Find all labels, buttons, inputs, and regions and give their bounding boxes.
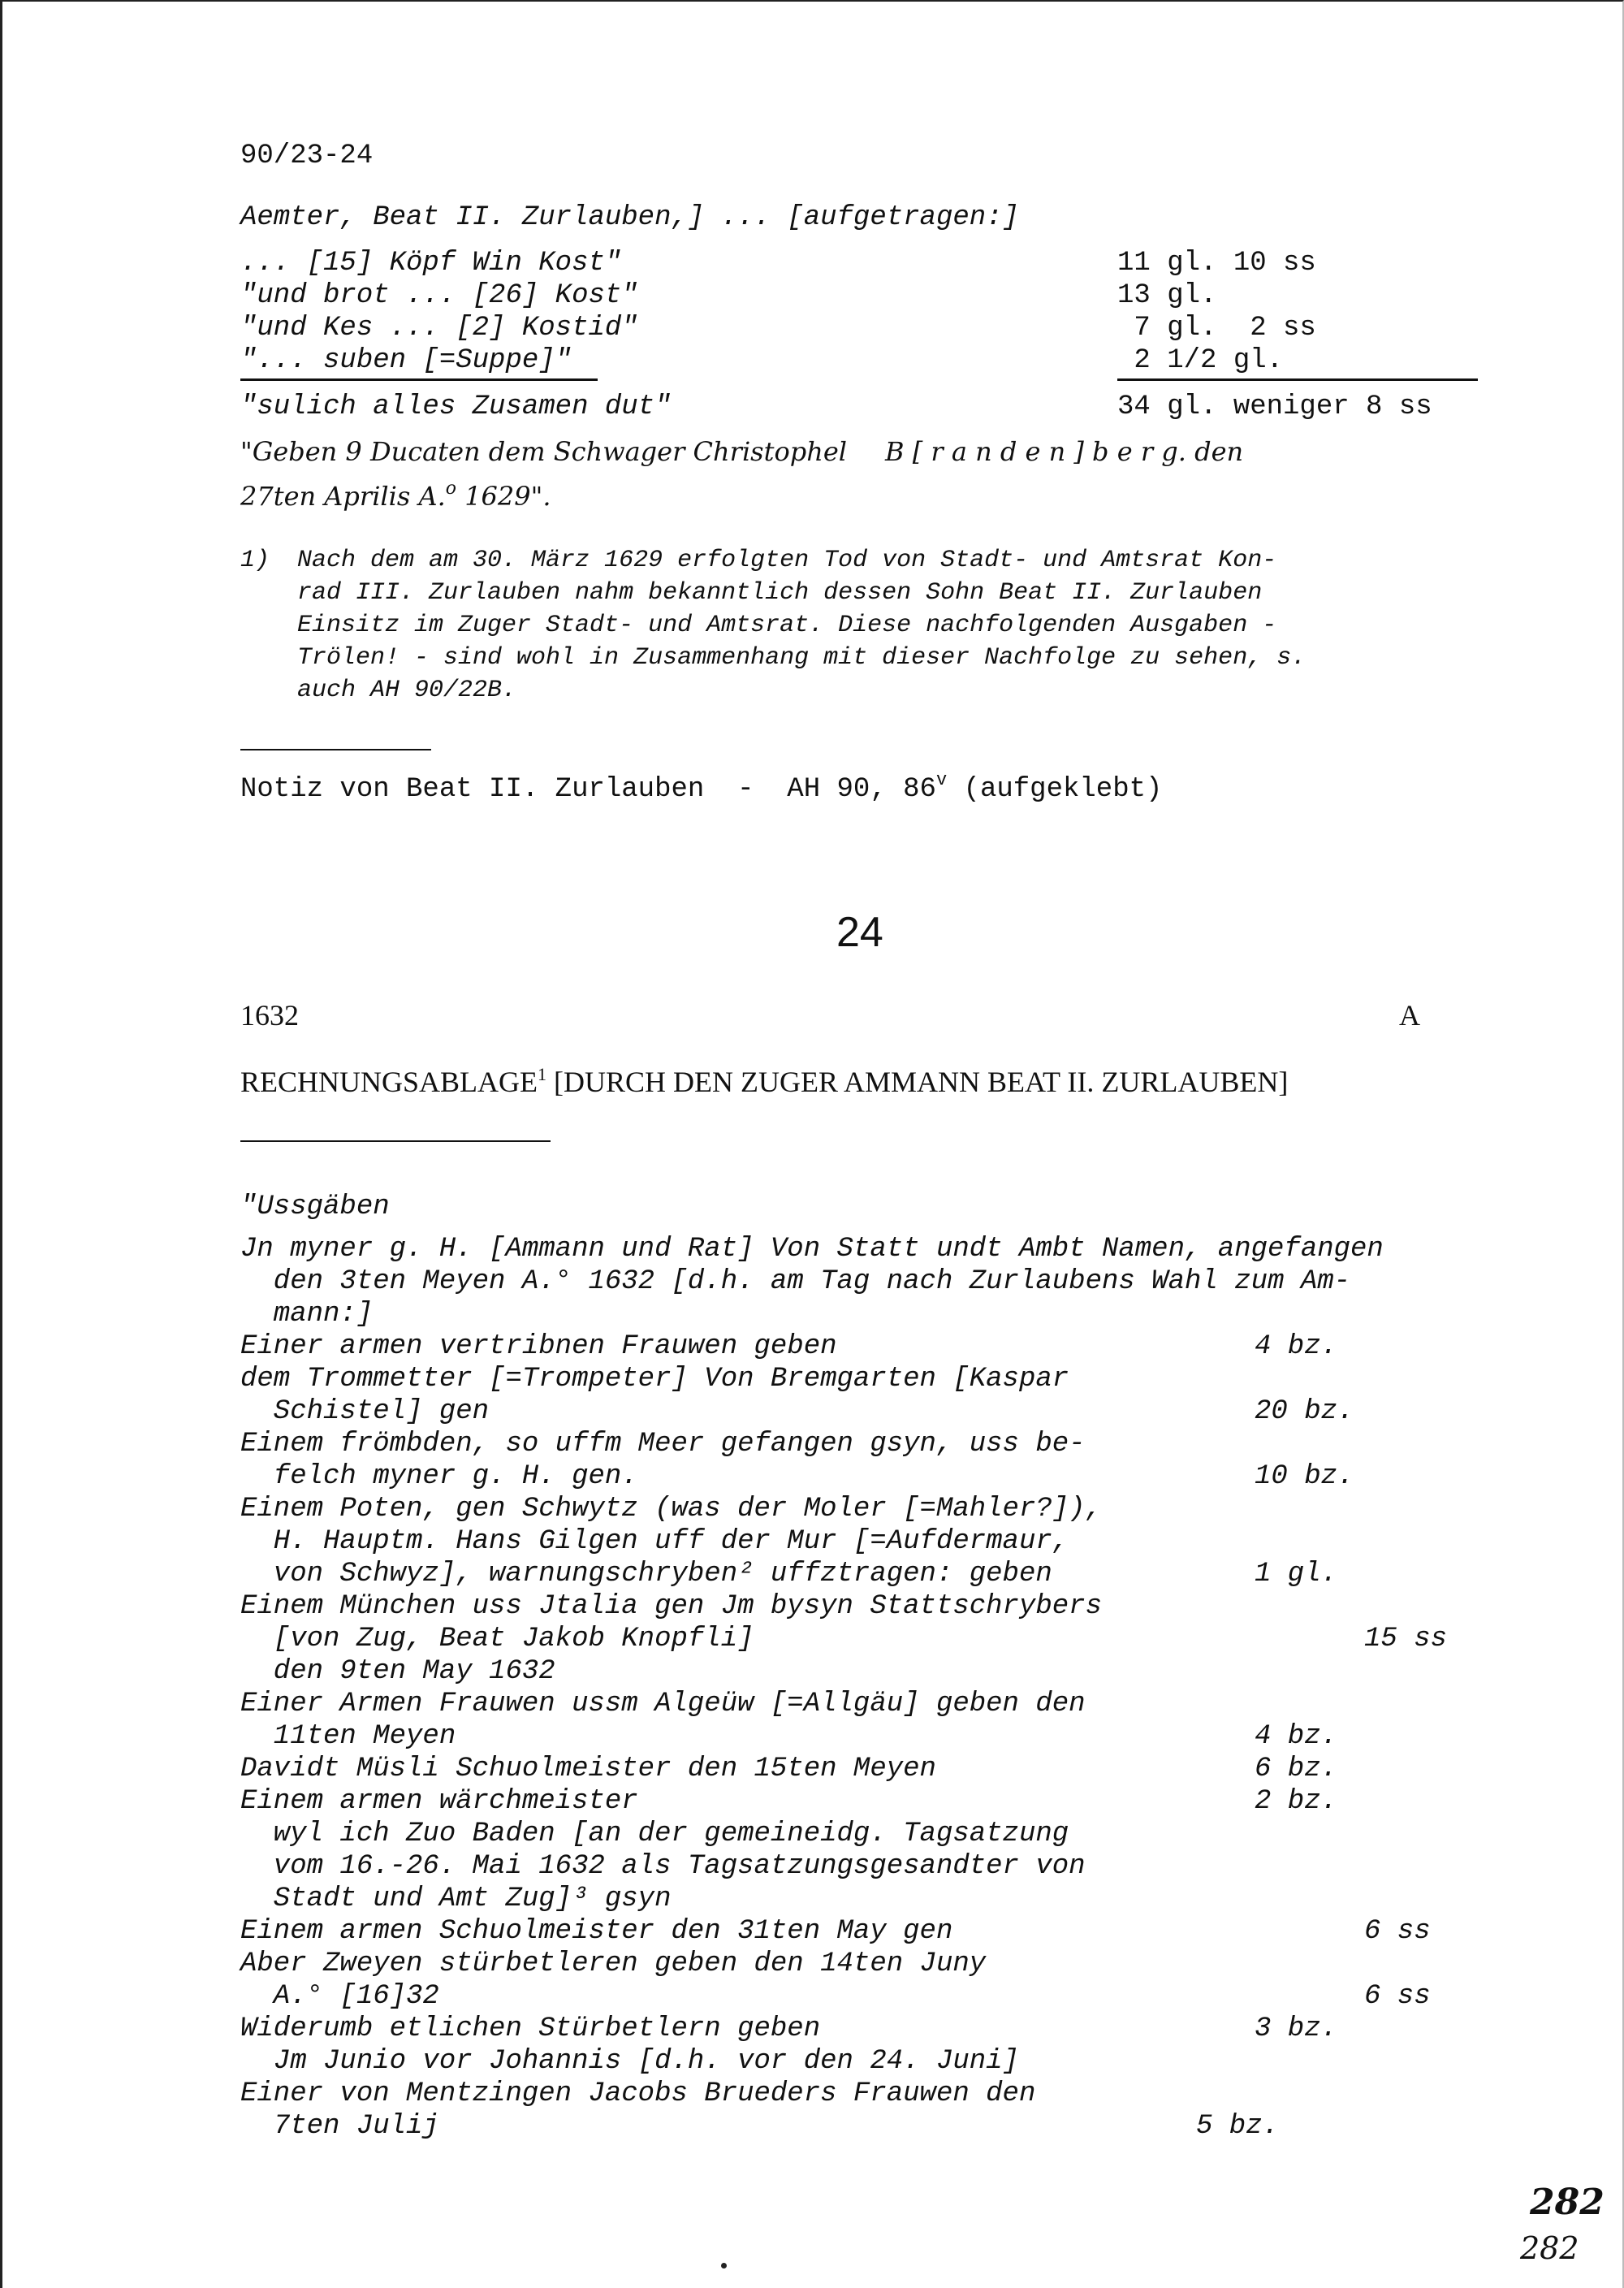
entry-amount: 2 bz.	[1255, 1786, 1338, 1817]
category-letter: A	[1399, 999, 1420, 1032]
header-ref: 90/23-24	[240, 141, 374, 171]
entry-amount: 6 ss	[1364, 1916, 1431, 1947]
entry-text: Einer armen vertribnen Frauwen geben	[240, 1331, 837, 1362]
entry-text: dem Trommetter [=Trompeter] Von Bremgarten [Kaspar	[240, 1364, 1069, 1395]
entry-text: vom 16.-26. Mai 1632 als Tagsatzungsgesandter von	[240, 1851, 1086, 1882]
intro-line: Jn myner g. H. [Ammann und Rat] Von Statt undt Ambt Namen, angefangen	[240, 1234, 1384, 1265]
footnote-line: rad III. Zurlauben nahm bekanntlich dessen Sohn Beat II. Zurlauben	[297, 579, 1263, 607]
entry-amount: 6 ss	[1364, 1981, 1431, 2012]
page-number-handwritten: 282	[1520, 2230, 1579, 2266]
footnote-line: Einsitz im Zuger Stadt- und Amtsrat. Diese nachfolgenden Ausgaben -	[297, 612, 1277, 639]
document-number: 24	[836, 909, 883, 956]
item-text: ... [15] Köpf Win Kost"	[240, 248, 622, 279]
entry-amount: 4 bz.	[1255, 1721, 1338, 1752]
total-amount: 34 gl. weniger 8 ss	[1117, 391, 1432, 422]
total-text: "sulich alles Zusamen dut"	[240, 391, 672, 422]
handwritten-line: 27ten Aprilis A.$^o$ 1629".	[240, 478, 551, 512]
entry-amount: 1 gl.	[1255, 1559, 1338, 1589]
entry-text: von Schwyz], warnungschryben² uffztragen: geben	[240, 1559, 1052, 1589]
entry-text: felch myner g. H. gen.	[240, 1461, 638, 1492]
entry-text: [von Zug, Beat Jakob Knopfli]	[240, 1624, 754, 1654]
dot-mark	[721, 2263, 727, 2269]
entry-amount: 4 bz.	[1255, 1331, 1338, 1362]
entry-amount: 20 bz.	[1255, 1396, 1354, 1427]
entry-text: Widerumb etlichen Stürbetlern geben	[240, 2013, 821, 2044]
footnote-line: Nach dem am 30. März 1629 erfolgten Tod von Stadt- und Amtsrat Kon-	[297, 547, 1277, 574]
entry-text: den 9ten May 1632	[240, 1656, 555, 1687]
entry-text: Schistel] gen	[240, 1396, 490, 1427]
title-line: Aemter, Beat II. Zurlauben,] ... [aufgetragen:]	[240, 202, 1019, 233]
handwritten-line: B [ r a n d e n ] b e r g. den	[885, 436, 1244, 467]
entry-amount: 15 ss	[1364, 1624, 1448, 1654]
entry-amount: 10 bz.	[1255, 1461, 1354, 1492]
footnote-marker: 1)	[240, 547, 270, 574]
handwritten-line: "Geben 9 Ducaten dem Schwager Christophel	[240, 436, 847, 467]
item-text: "und brot ... [26] Kost"	[240, 280, 638, 311]
item-text: "und Kes ... [2] Kostid"	[240, 313, 638, 344]
item-amount: 11 gl. 10 ss	[1117, 248, 1316, 279]
entry-text: Einer Armen Frauwen ussm Algeüw [=Allgäu] geben den	[240, 1689, 1086, 1719]
intro-line: mann:]	[240, 1299, 374, 1330]
notiz-line: Notiz von Beat II. Zurlauben - AH 90, 86$^v$ (aufgeklebt)	[240, 770, 1163, 805]
entry-text: Jm Junio vor Johannis [d.h. vor den 24. Juni]	[240, 2046, 1019, 2077]
item-amount: 7 gl. 2 ss	[1117, 313, 1316, 344]
entry-text: 11ten Meyen	[240, 1721, 456, 1752]
intro-line: den 3ten Meyen A.° 1632 [d.h. am Tag nach Zurlaubens Wahl zum Am-	[240, 1266, 1351, 1297]
entry-text: 7ten Julij	[240, 2111, 439, 2142]
entry-text: Einem armen Schuolmeister den 31ten May gen	[240, 1916, 953, 1947]
year: 1632	[240, 999, 299, 1032]
entry-text: Einem armen wärchmeister	[240, 1786, 638, 1817]
total-rule	[1117, 378, 1478, 381]
heading: RECHNUNGSABLAGE$^1$ [DURCH DEN ZUGER AMMANN BEAT II. ZURLAUBEN]	[240, 1064, 1289, 1098]
item-amount: 13 gl.	[1117, 280, 1217, 311]
entry-text: wyl ich Zuo Baden [an der gemeineidg. Tagsatzung	[240, 1819, 1069, 1849]
page-number-stamp: 282	[1530, 2182, 1605, 2223]
item-text: "... suben [=Suppe]"	[240, 345, 572, 376]
entry-text: Einem München uss Jtalia gen Jm bysyn Stattschrybers	[240, 1591, 1102, 1622]
footnote-line: Trölen! - sind wohl in Zusammenhang mit dieser Nachfolge zu sehen, s.	[297, 644, 1307, 672]
footnote-line: auch AH 90/22B.	[297, 677, 517, 704]
entry-amount: 6 bz.	[1255, 1754, 1338, 1784]
item-amount: 2 1/2 gl.	[1117, 345, 1284, 376]
entry-text: H. Hauptm. Hans Gilgen uff der Mur [=Aufdermaur,	[240, 1526, 1069, 1557]
entry-amount: 3 bz.	[1255, 2013, 1338, 2044]
entry-amount: 5 bz.	[1196, 2111, 1280, 2142]
entry-text: Einem frömbden, so uffm Meer gefangen gsyn, uss be-	[240, 1429, 1086, 1460]
divider	[240, 749, 431, 750]
entry-text: A.° [16]32	[240, 1981, 439, 2012]
ussgaben-heading: "Ussgäben	[240, 1192, 390, 1222]
entry-text: Davidt Müsli Schuolmeister den 15ten Meyen	[240, 1754, 936, 1784]
entry-text: Einer von Mentzingen Jacobs Brueders Frauwen den	[240, 2078, 1036, 2109]
item-underline	[240, 378, 598, 381]
entry-text: Einem Poten, gen Schwytz (was der Moler [=Mahler?]),	[240, 1494, 1102, 1525]
entry-text: Aber Zweyen stürbetleren geben den 14ten Juny	[240, 1948, 987, 1979]
heading-divider	[240, 1140, 551, 1142]
entry-text: Stadt und Amt Zug]³ gsyn	[240, 1884, 672, 1914]
